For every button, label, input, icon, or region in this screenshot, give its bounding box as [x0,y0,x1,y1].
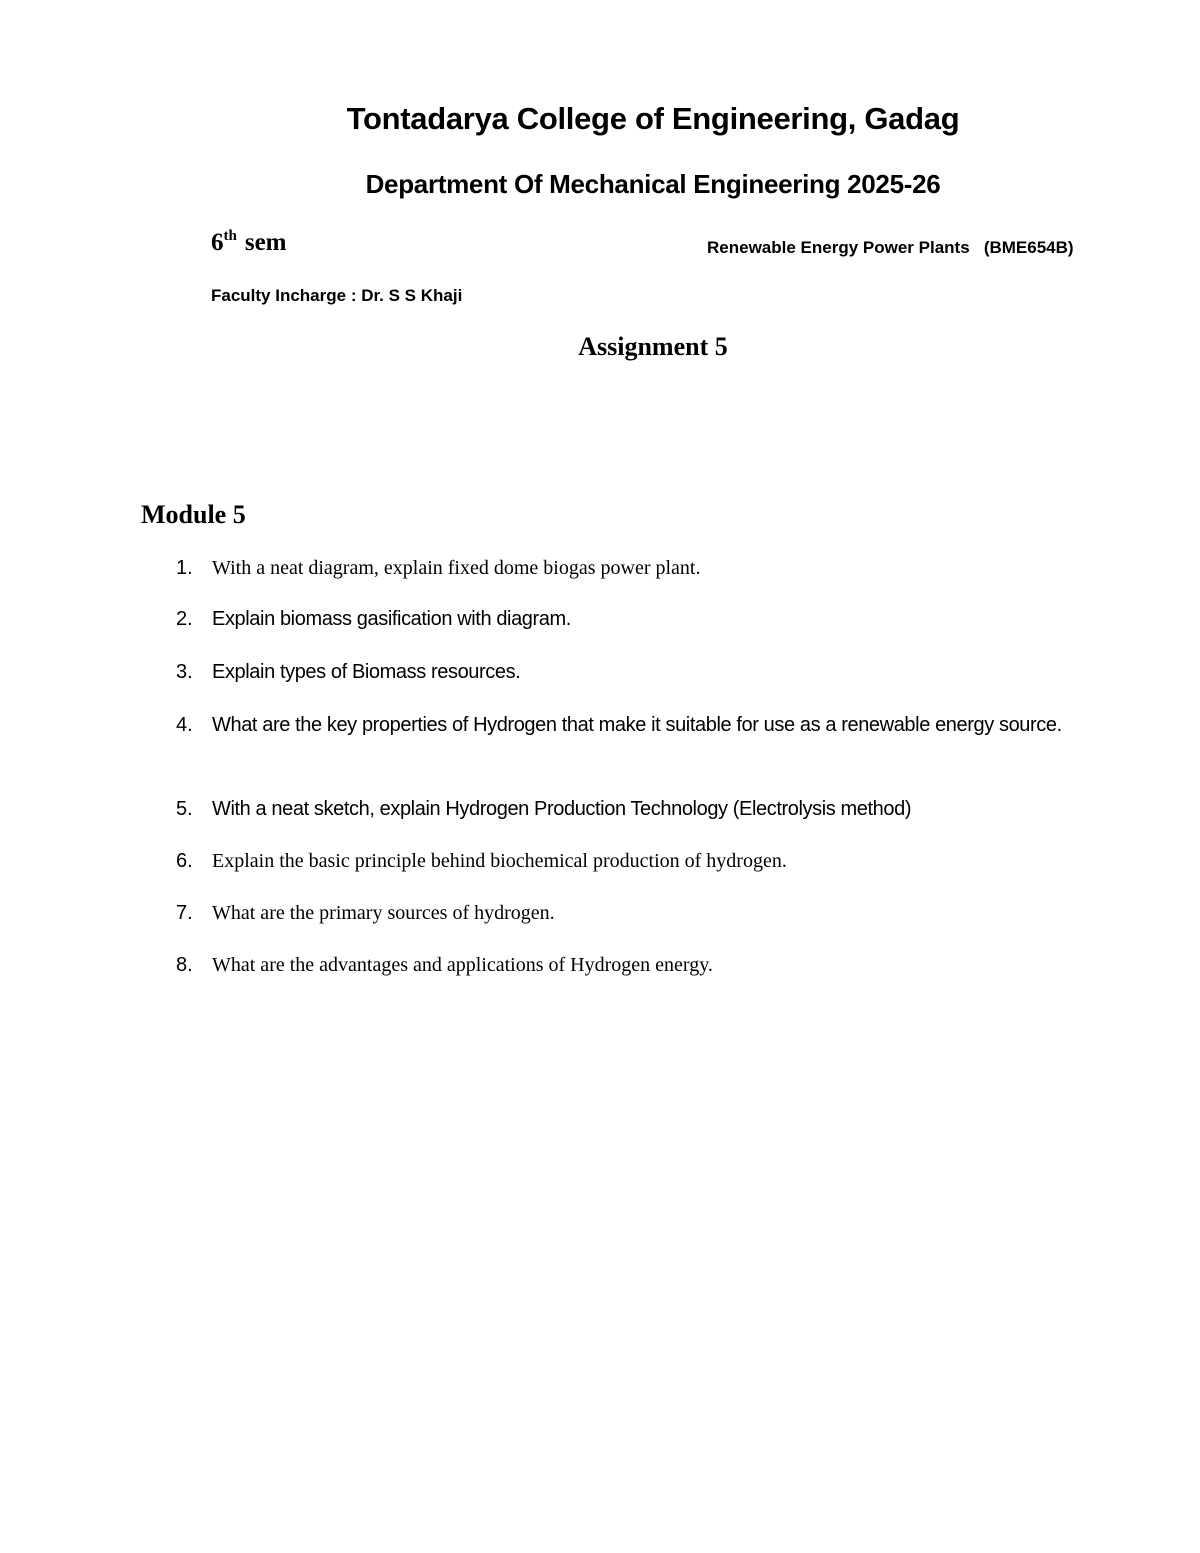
semester-label [211,228,287,257]
question-number: 2. [176,608,193,630]
question-text: Explain biomass gasification with diagram. [212,608,571,630]
question-number: 1. [176,557,193,579]
semester-number: 6 [211,229,224,256]
question-number: 5. [176,798,193,820]
question-text: With a neat sketch, explain Hydrogen Production Technology (Electrolysis method) [212,798,912,820]
question-number: 6. [176,850,193,872]
question-number: 3. [176,661,193,683]
module-title: Module 5 [141,500,246,529]
subject-title: Renewable Energy Power Plants (BME654B) [707,238,1074,257]
question-number: 4. [176,714,193,736]
semester-suffix: th [223,228,237,244]
question-text: What are the key properties of Hydrogen that make it suitable for use as a renewable energy source. [212,714,1062,736]
college-name: Tontadarya College of Engineering, Gadag [346,101,960,136]
question-text: What are the advantages and applications of Hydrogen energy. [212,954,713,976]
department-title: Department Of Mechanical Engineering 2025-26 [365,169,941,199]
semester-word: sem [244,229,287,256]
question-text: What are the primary sources of hydrogen. [212,902,555,924]
faculty-incharge: Faculty Incharge : Dr. S S Khaji [211,286,463,305]
question-number: 8. [176,954,193,976]
assignment-title: Assignment 5 [578,332,728,361]
question-text: Explain types of Biomass resources. [212,661,521,683]
question-text: With a neat diagram, explain fixed dome biogas power plant. [212,557,701,579]
question-text: Explain the basic principle behind biochemical production of hydrogen. [212,850,787,872]
question-number: 7. [176,902,193,924]
